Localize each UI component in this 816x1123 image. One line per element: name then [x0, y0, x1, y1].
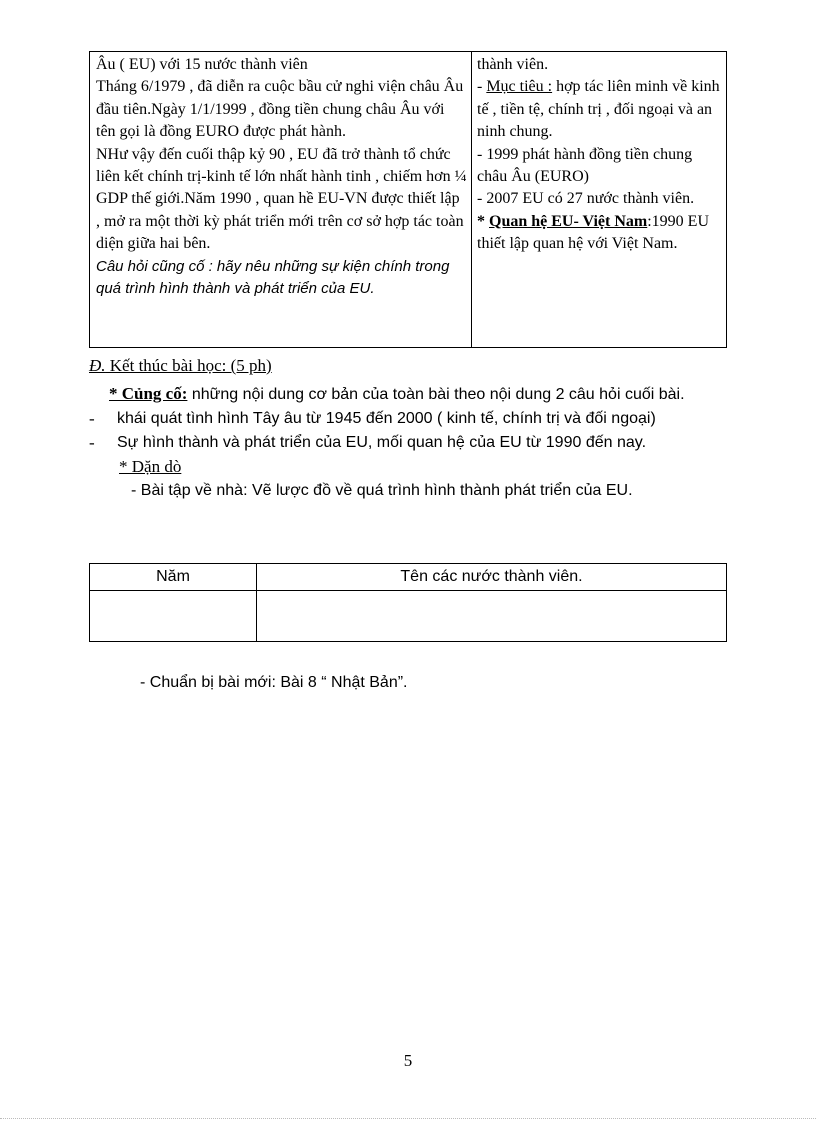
closing-section [89, 354, 729, 503]
goal-label: Mục tiêu : [486, 78, 553, 96]
homework-label: * Dặn dò [119, 457, 182, 476]
section-title: Kết thúc bài học: (5 ph) [105, 356, 272, 375]
left-paragraph-1: Tháng 6/1979 , đã diễn ra cuộc bầu cử nghi viện châu Âu đầu tiên.Ngày 1/1/1999 , đồng tiền chung châu Âu với tên gọi là đồng EURO được phát hành. [96, 78, 464, 141]
bullet-item-2 [89, 431, 729, 455]
consolidate-text: những nội dung cơ bản của toàn bài theo nội dung 2 câu hỏi cuối bài. [187, 386, 685, 403]
bullet-text-1: khái quát tình hình Tây âu từ 1945 đến 2000 ( kinh tế, chính trị và đối ngoại) [117, 410, 656, 427]
page-bottom-rule [0, 1118, 816, 1119]
left-paragraph-2: NHư vậy đến cuối thập kỷ 90 , EU đã trở thành tổ chức liên kết chính trị-kinh tế lớn nhất hành tinh , chiếm hơn ¼ GDP thế giới.Năm 1990 , quan hề EU-VN được thiết lập , mở ra một thời kỳ phát triển mới trên cơ sở hợp tác toàn diện giữa hai bên. [96, 145, 467, 253]
lesson-content-column [90, 52, 472, 347]
summary-item-2: - 2007 EU có 27 nước thành viên. [477, 190, 695, 208]
relation-star: * [477, 212, 489, 230]
countries-header: Tên các nước thành viên. [400, 568, 583, 585]
bullet-dash-1: - [89, 409, 95, 428]
prepare-next-lesson: - Chuẩn bị bài mới: Bài 8 “ Nhật Bản”. [140, 674, 408, 691]
relation-paragraph [477, 211, 722, 256]
section-heading [89, 354, 729, 378]
goal-text: hợp tác liên minh về kinh tế , tiền tệ, chính trị , đối ngoại và an ninh chung. [477, 78, 720, 141]
countries-cell [257, 591, 726, 642]
lesson-table [89, 51, 727, 348]
homework-heading [89, 455, 729, 479]
table-row [90, 591, 726, 642]
right-line-1: thành viên. [477, 56, 549, 73]
goal-dash: - [477, 78, 487, 96]
left-line-1: Âu ( EU) với 15 nước thành viên [96, 56, 308, 73]
relation-label: Quan hệ EU- Việt Nam [489, 212, 648, 230]
member-countries-table [89, 563, 727, 642]
year-header: Năm [90, 564, 257, 590]
year-cell [90, 591, 257, 642]
relation-text: :1990 EU thiết lập quan hệ với Việt Nam. [477, 212, 710, 253]
bullet-item-1 [89, 407, 729, 431]
consolidate-paragraph [89, 382, 729, 407]
review-question: Câu hỏi cũng cố : hãy nêu những sự kiện chính trong quá trình hình thành và phát triển của EU. [96, 257, 450, 298]
lesson-summary-column [472, 52, 726, 347]
bullet-text-2: Sự hình thành và phát triển của EU, mối quan hệ của EU từ 1990 đến nay. [117, 434, 647, 451]
table-header-row [90, 564, 726, 591]
section-number: Ð. [89, 356, 106, 375]
page-number: 5 [403, 1051, 413, 1070]
consolidate-label: * Củng cố: [109, 384, 188, 403]
goal-paragraph [477, 76, 722, 143]
homework-text: - Bài tập về nhà: Vẽ lược đồ về quá trình hình thành phát triển của EU. [131, 482, 633, 499]
summary-item-1: - 1999 phát hành đồng tiền chung châu Âu (EURO) [477, 145, 693, 186]
bullet-dash-2: - [89, 433, 95, 452]
